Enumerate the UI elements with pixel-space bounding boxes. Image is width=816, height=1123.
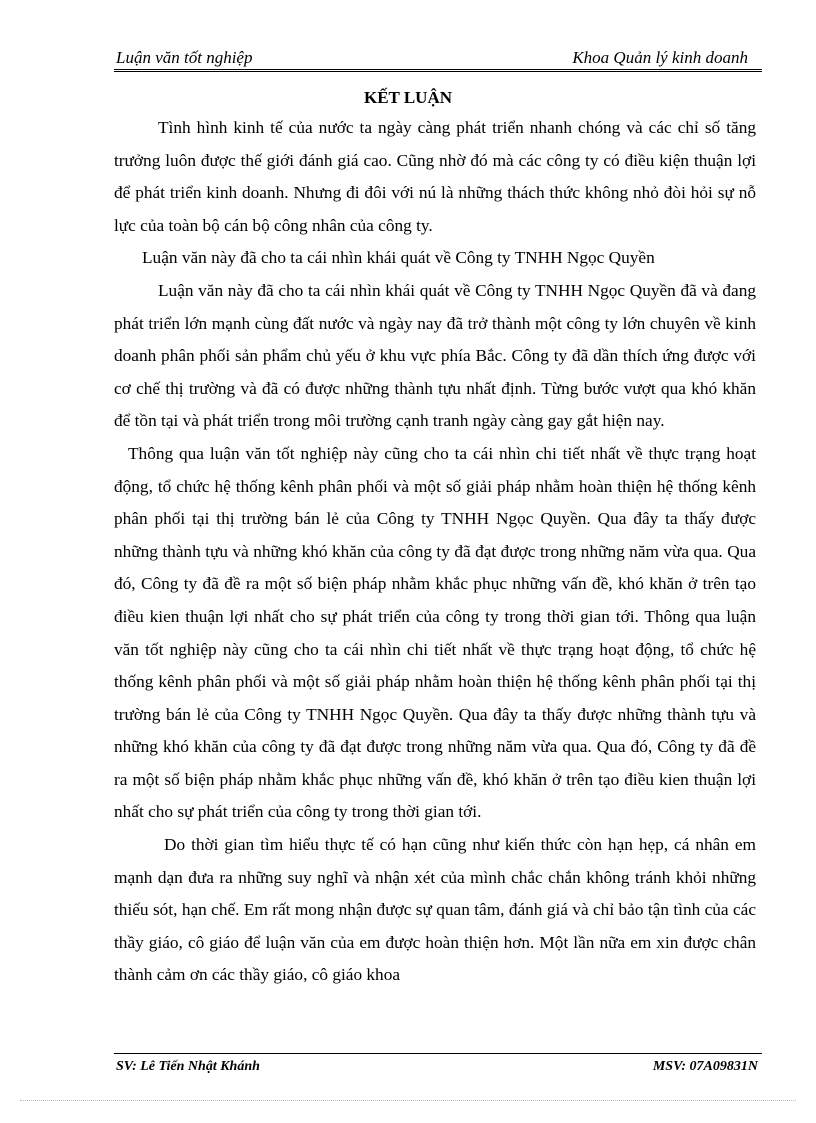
page-title: KẾT LUẬN [363,88,452,107]
page-header [114,44,762,70]
paragraph-1: Tình hình kinh tế của nước ta ngày càng phát triển nhanh chóng và các chỉ số tăng trưởng luôn được thế giới đánh giá cao. Cũng nhờ đó mà các công ty có điều kiện thuận lợi để phát triển kinh doanh. Nhưng đi đôi với nú là những thách thức không nhỏ đòi hỏi sự nỗ lực của toàn bộ cán bộ công nhân của công ty. [114,118,756,235]
paragraph-3: Luận văn này đã cho ta cái nhìn khái quát về Công ty TNHH Ngọc Quyền đã và đang phát triển lớn mạnh cùng đất nước và ngày nay đã trở thành một công ty lớn chuyên về kinh doanh phân phối sản phẩm chủ yếu ở khu vực phía Bắc. Công ty đã dần thích ứng được với cơ chế thị trường và đã có được những thành tựu nhất định. Từng bước vượt qua khó khăn để tồn tại và phát triển trong môi trường cạnh tranh ngày càng gay gắt hiện nay. [114,280,756,431]
paragraph-5: Do thời gian tìm hiểu thực tế có hạn cũng như kiến thức còn hạn hẹp, cá nhân em mạnh dạn đưa ra những suy nghĩ và nhận xét của mình chắc chắn không tránh khỏi những thiếu sót, hạn chế. Em rất mong nhận được sự quan tâm, đánh giá và chỉ bảo tận tình của các thầy giáo, cô giáo để luận văn của em được hoàn thiện hơn. Một lần nữa em xin được chân thành cảm ơn các thầy giáo, cô giáo khoa [114,835,756,985]
footer-student-name: SV: Lê Tiến Nhật Khánh [116,1059,260,1074]
header-left-text: Luận văn tốt nghiệp [116,48,253,67]
header-right-text: Khoa Quản lý kinh doanh [572,48,748,67]
document-body [114,112,756,992]
page-footer [114,1053,762,1077]
paragraph-4: Thông qua luận văn tốt nghiệp này cũng cho ta cái nhìn chi tiết nhất về thực trạng hoạt động, tổ chức hệ thống kênh phân phối và một số giải pháp nhằm hoàn thiện hệ thống kênh phân phối tại thị trường bán lẻ của Công ty TNHH Ngọc Quyền. Qua đây ta thấy được những thành tựu và những khó khăn của công ty đã đạt được trong những năm vừa qua. Qua đó, Công ty đã đề ra một số biện pháp nhằm khắc phục những vấn đề, khó khăn ở trên tạo điều kien thuận lợi nhất cho sự phát triển của công ty trong thời gian tới. Thông qua luận văn tốt nghiệp này cũng cho ta cái nhìn chi tiết nhất về thực trạng hoạt động, tổ chức hệ thống kênh phân phối và một số giải pháp nhằm hoàn thiện hệ thống kênh phân phối tại thị trường bán lẻ của Công ty TNHH Ngọc Quyền. Qua đây ta thấy được những thành tựu và những khó khăn của công ty đã đạt được trong những năm vừa qua. Qua đó, Công ty đã đề ra một số biện pháp nhằm khắc phục những vấn đề, khó khăn ở trên tạo điều kien thuận lợi nhất cho sự phát triển của công ty trong thời gian tới. [114,443,756,822]
footer-rule [114,1053,762,1054]
header-rule [114,69,762,72]
page-bottom-divider [20,1100,796,1101]
paragraph-2: Luận văn này đã cho ta cái nhìn khái quát về Công ty TNHH Ngọc Quyền [142,248,655,268]
footer-student-id: MSV: 07A09831N [652,1059,758,1074]
